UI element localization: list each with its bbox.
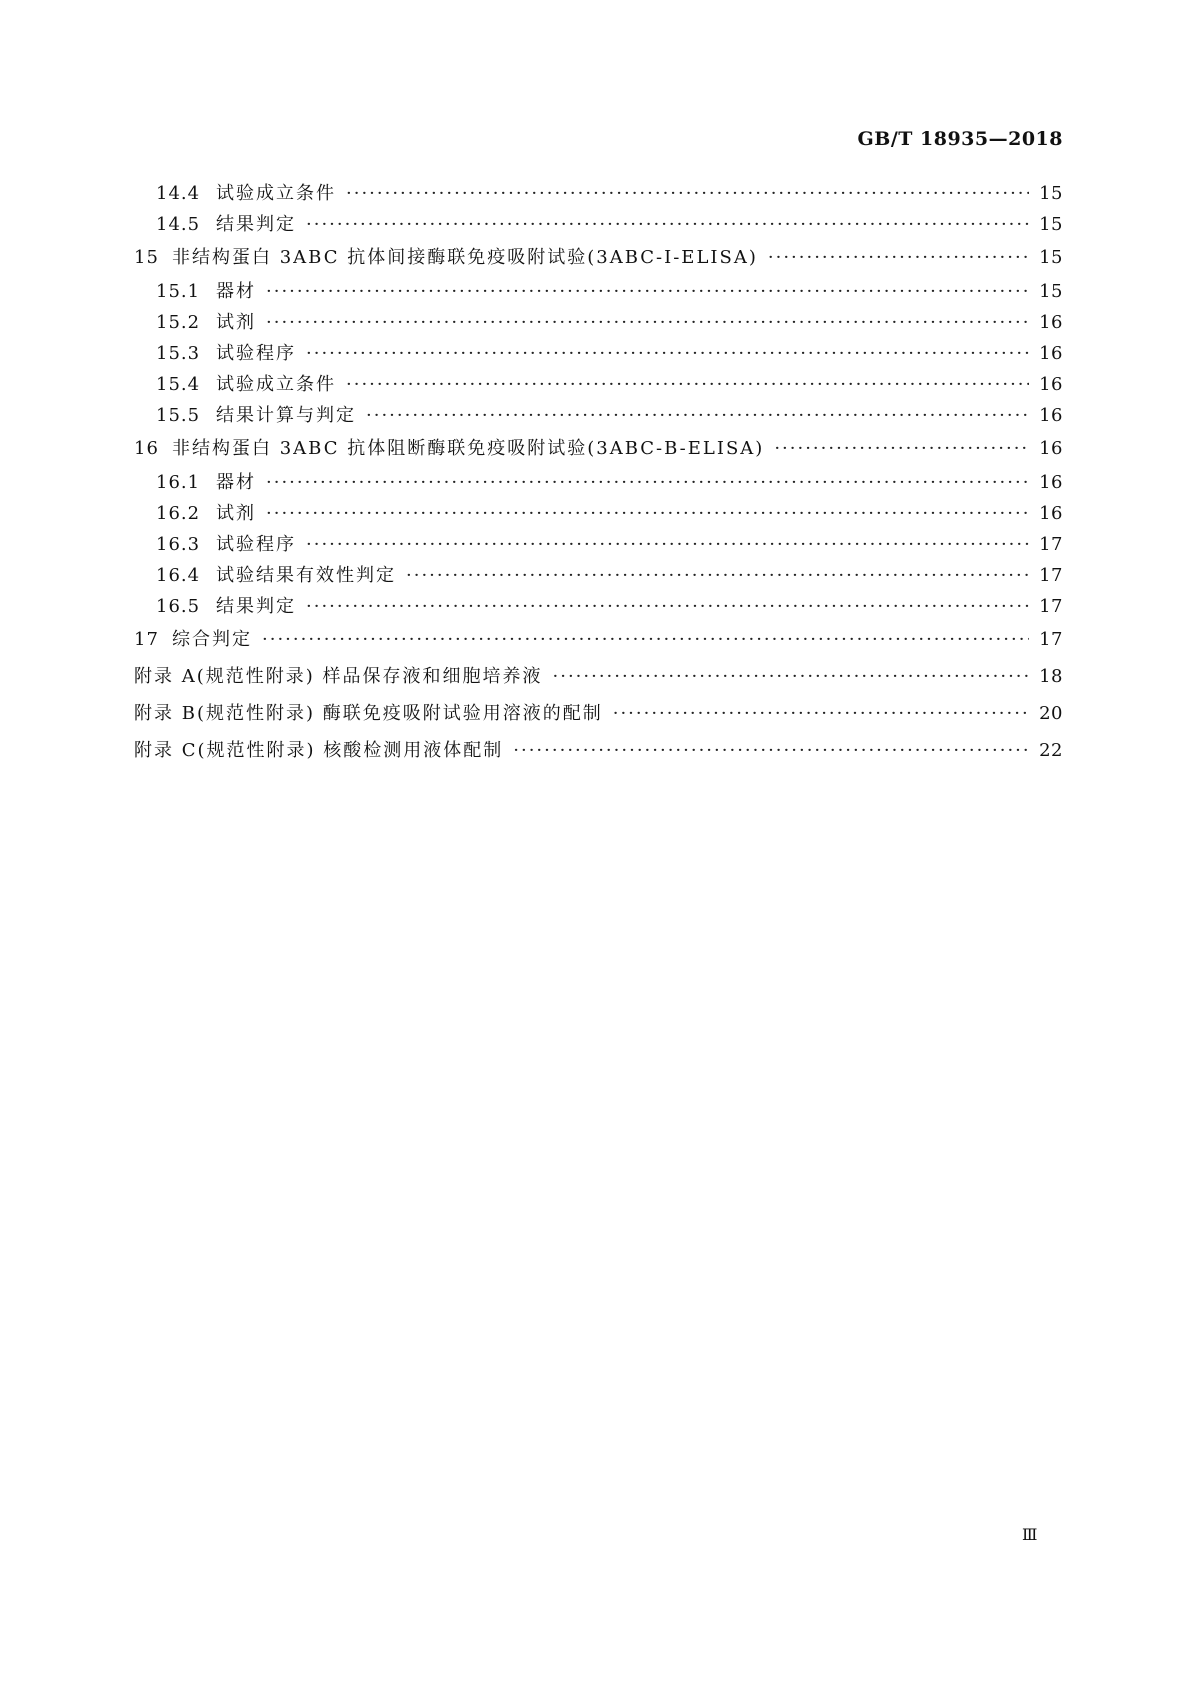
toc-entry-number: 15.4: [156, 374, 201, 395]
toc-entry-16-5[interactable]: [134, 591, 1063, 622]
toc-entry-page: 18: [1039, 666, 1063, 687]
toc-leader-dots: [406, 560, 1029, 591]
toc-entry-title: 附录 C(规范性附录) 核酸检测用液体配制: [134, 740, 504, 761]
toc-entry-15-4[interactable]: [134, 369, 1063, 400]
toc-entry-15-2[interactable]: [134, 307, 1063, 338]
toc-entry-number: 14.4: [156, 183, 201, 204]
toc-entry-page: 15: [1039, 183, 1063, 204]
toc-entry-16-3[interactable]: [134, 529, 1063, 560]
toc-entry-number: 15: [134, 247, 159, 268]
toc-entry-title: 非结构蛋白 3ABC 抗体阻断酶联免疫吸附试验(3ABC-B-ELISA): [172, 438, 765, 459]
toc-leader-dots: [346, 178, 1029, 209]
toc-entry-title: 结果判定: [216, 214, 296, 235]
toc-entry-number: 15.2: [156, 312, 201, 333]
toc-leader-dots: [306, 591, 1029, 622]
toc-entry-title: 试验程序: [216, 534, 296, 555]
toc-entry-page: 16: [1039, 343, 1063, 364]
toc-entry-17[interactable]: [134, 622, 1063, 658]
toc-entry-title: 试验成立条件: [216, 183, 336, 204]
toc-leader-dots: [553, 658, 1030, 695]
toc-entry-16-1[interactable]: [134, 467, 1063, 498]
toc-leader-dots: [346, 369, 1029, 400]
toc-leader-dots: [774, 431, 1029, 467]
toc-entry-number: 16.4: [156, 565, 201, 586]
toc-entry-number: 16.1: [156, 472, 201, 493]
toc-entry-number: 14.5: [156, 214, 201, 235]
toc-entry-annex-c[interactable]: [134, 732, 1063, 769]
toc-leader-dots: [266, 276, 1029, 307]
toc-entry-title: 试验程序: [216, 343, 296, 364]
toc-entry-title: 器材: [216, 281, 256, 302]
toc-entry-page: 16: [1039, 472, 1063, 493]
toc-entry-title: 综合判定: [172, 629, 252, 650]
toc-entry-page: 22: [1039, 740, 1063, 761]
toc-entry-number: 15.3: [156, 343, 201, 364]
standard-code: GB/T 18935—2018: [857, 128, 1063, 150]
toc-entry-page: 16: [1039, 312, 1063, 333]
toc-leader-dots: [262, 622, 1029, 658]
toc-entry-title: 试剂: [216, 312, 256, 333]
toc-entry-page: 16: [1039, 405, 1063, 426]
toc-entry-title: 试剂: [216, 503, 256, 524]
toc-entry-title: 附录 B(规范性附录) 酶联免疫吸附试验用溶液的配制: [134, 703, 603, 724]
toc-entry-page: 17: [1039, 534, 1063, 555]
toc-entry-page: 16: [1039, 374, 1063, 395]
toc-leader-dots: [306, 338, 1029, 369]
toc-leader-dots: [768, 240, 1029, 276]
toc-leader-dots: [513, 732, 1029, 769]
toc-entry-number: 16: [134, 438, 159, 459]
toc-entry-page: 15: [1039, 247, 1063, 268]
toc-leader-dots: [266, 307, 1029, 338]
toc-entry-title: 非结构蛋白 3ABC 抗体间接酶联免疫吸附试验(3ABC-I-ELISA): [172, 247, 758, 268]
toc-entry-page: 16: [1039, 503, 1063, 524]
toc-leader-dots: [366, 400, 1029, 431]
toc-entry-15[interactable]: [134, 240, 1063, 276]
toc-leader-dots: [306, 209, 1029, 240]
toc-entry-title: 器材: [216, 472, 256, 493]
toc-entry-title: 试验成立条件: [216, 374, 336, 395]
toc-entry-number: 15.5: [156, 405, 201, 426]
toc-entry-annex-b[interactable]: [134, 695, 1063, 732]
toc-leader-dots: [266, 467, 1029, 498]
toc-entry-number: 16.3: [156, 534, 201, 555]
toc-entry-page: 20: [1039, 703, 1063, 724]
toc-entry-title: 附录 A(规范性附录) 样品保存液和细胞培养液: [134, 666, 543, 687]
toc-entry-16[interactable]: [134, 431, 1063, 467]
toc-entry-15-5[interactable]: [134, 400, 1063, 431]
toc-entry-page: 17: [1039, 596, 1063, 617]
toc-entry-annex-a[interactable]: [134, 658, 1063, 695]
toc-entry-16-4[interactable]: [134, 560, 1063, 591]
toc-entry-title: 试验结果有效性判定: [216, 565, 396, 586]
toc-entry-page: 15: [1039, 214, 1063, 235]
toc-entry-14-5[interactable]: [134, 209, 1063, 240]
toc-leader-dots: [613, 695, 1029, 732]
toc-entry-page: 16: [1039, 438, 1063, 459]
toc-entry-number: 16.2: [156, 503, 201, 524]
toc-leader-dots: [306, 529, 1029, 560]
toc-entry-number: 17: [134, 629, 159, 650]
toc-entry-number: 15.1: [156, 281, 201, 302]
toc-entry-14-4[interactable]: [134, 178, 1063, 209]
toc-entry-number: 16.5: [156, 596, 201, 617]
page-number: Ⅲ: [1022, 1525, 1038, 1544]
toc-entry-title: 结果判定: [216, 596, 296, 617]
toc-entry-16-2[interactable]: [134, 498, 1063, 529]
toc-entry-page: 17: [1039, 565, 1063, 586]
toc-entry-title: 结果计算与判定: [216, 405, 356, 426]
toc-entry-15-3[interactable]: [134, 338, 1063, 369]
toc-leader-dots: [266, 498, 1029, 529]
toc-entry-page: 17: [1039, 629, 1063, 650]
toc-entry-15-1[interactable]: [134, 276, 1063, 307]
table-of-contents: [134, 178, 1063, 769]
toc-entry-page: 15: [1039, 281, 1063, 302]
